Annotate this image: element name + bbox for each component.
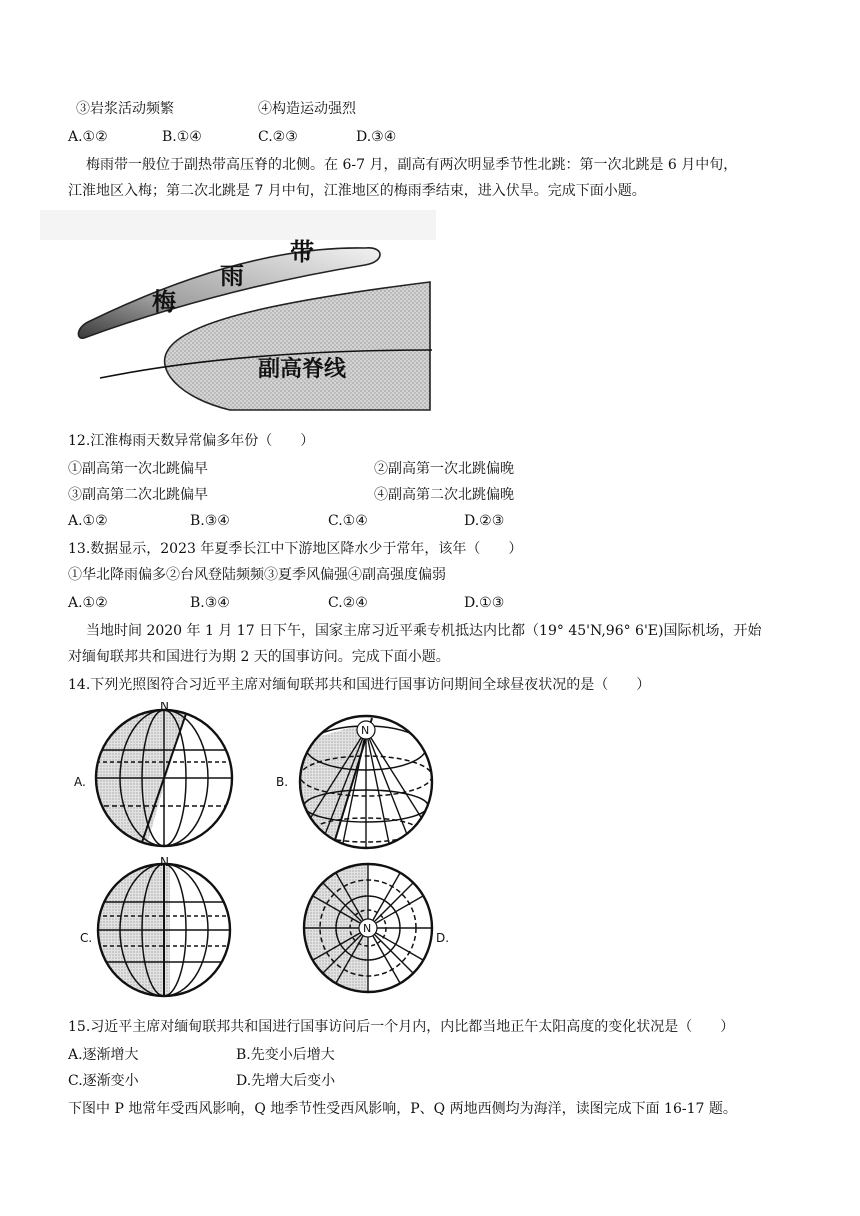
- q12-stem: 12.江淮梅雨天数异常偏多年份（ ）: [68, 433, 315, 449]
- q15-option-b: B.先变小后增大: [236, 1047, 335, 1063]
- q11-option-a: A.①②: [68, 129, 108, 145]
- q11-option-c: C.②③: [258, 129, 298, 145]
- q14-stem: 14.下列光照图符合习近平主席对缅甸联邦共和国进行国事访问期间全球昼夜状况的是（ ）: [68, 677, 651, 693]
- illumination-globes-figure: [70, 702, 452, 1008]
- q11-item-3: ③岩浆活动频繁: [76, 101, 174, 117]
- globe-a-north: N: [160, 702, 169, 713]
- q11-item-4: ④构造运动强烈: [258, 101, 356, 117]
- q12-item-2: ②副高第一次北跳偏晚: [374, 461, 514, 477]
- q13-items: ①华北降雨偏多②台风登陆频频③夏季风偏强④副高强度偏弱: [68, 567, 446, 583]
- q13-option-c: C.②④: [328, 595, 368, 611]
- q11-option-b: B.①④: [162, 129, 202, 145]
- globe-b-north: N: [361, 724, 370, 737]
- q11-option-d: D.③④: [356, 129, 397, 145]
- q13-stem: 13.数据显示，2023 年夏季长江中下游地区降水少于常年，该年（ ）: [68, 541, 523, 557]
- globe-c-label: C.: [80, 931, 93, 945]
- q12-option-b: B.③④: [190, 513, 230, 529]
- q13-option-a: A.①②: [68, 595, 108, 611]
- passage-16-17: 下图中 P 地常年受西风影响，Q 地季节性受西风影响，P、Q 两地西侧均为海洋，读图完成下面 16-17 题。: [68, 1101, 737, 1117]
- meiyu-band-figure: [40, 210, 436, 414]
- q12-option-c: C.①④: [328, 513, 368, 529]
- globe-d-label: D.: [436, 931, 450, 945]
- q15-option-c: C.逐渐变小: [68, 1073, 139, 1089]
- globe-b: [276, 702, 450, 862]
- q12-item-4: ④副高第二次北跳偏晚: [374, 487, 514, 503]
- globe-a: [74, 702, 250, 862]
- globe-c-north: N: [160, 855, 169, 869]
- q13-option-d: D.①③: [464, 595, 505, 611]
- passage-meiyu-line2: 江淮地区入梅；第二次北跳是 7 月中旬，江淮地区的梅雨季结束，进入伏旱。完成下面小题。: [68, 183, 646, 199]
- q12-item-3: ③副高第二次北跳偏早: [68, 487, 208, 503]
- passage-myanmar-line1: 当地时间 2020 年 1 月 17 日下午，国家主席习近平乘专机抵达内比都（19° 45'N,96° 6'E)国际机场，开始: [86, 623, 762, 639]
- q15-option-d: D.先增大后变小: [236, 1073, 336, 1089]
- q15-option-a: A.逐渐增大: [68, 1047, 139, 1063]
- q12-item-1: ①副高第一次北跳偏早: [68, 461, 208, 477]
- passage-meiyu-line1: 梅雨带一般位于副热带高压脊的北侧。在 6-7 月，副高有两次明显季节性北跳：第一次北跳是 6 月中旬，: [86, 157, 738, 173]
- passage-myanmar-line2: 对缅甸联邦共和国进行为期 2 天的国事访问。完成下面小题。: [68, 649, 450, 665]
- q12-option-a: A.①②: [68, 513, 108, 529]
- meiyu-label-3: 带: [290, 238, 314, 266]
- globe-d: [300, 862, 449, 1002]
- ridge-label: 副高脊线: [258, 357, 347, 382]
- meiyu-label-2: 雨: [220, 262, 244, 290]
- meiyu-label-1: 梅: [152, 288, 176, 316]
- globe-b-label: B.: [276, 775, 289, 789]
- globe-c: [80, 852, 250, 1008]
- globe-a-label: A.: [74, 775, 86, 789]
- q15-stem: 15.习近平主席对缅甸联邦共和国进行国事访问后一个月内，内比都当地正午太阳高度的变化状况是（ ）: [68, 1019, 735, 1035]
- q12-option-d: D.②③: [464, 513, 505, 529]
- globe-d-north: N: [363, 922, 372, 935]
- q13-option-b: B.③④: [190, 595, 230, 611]
